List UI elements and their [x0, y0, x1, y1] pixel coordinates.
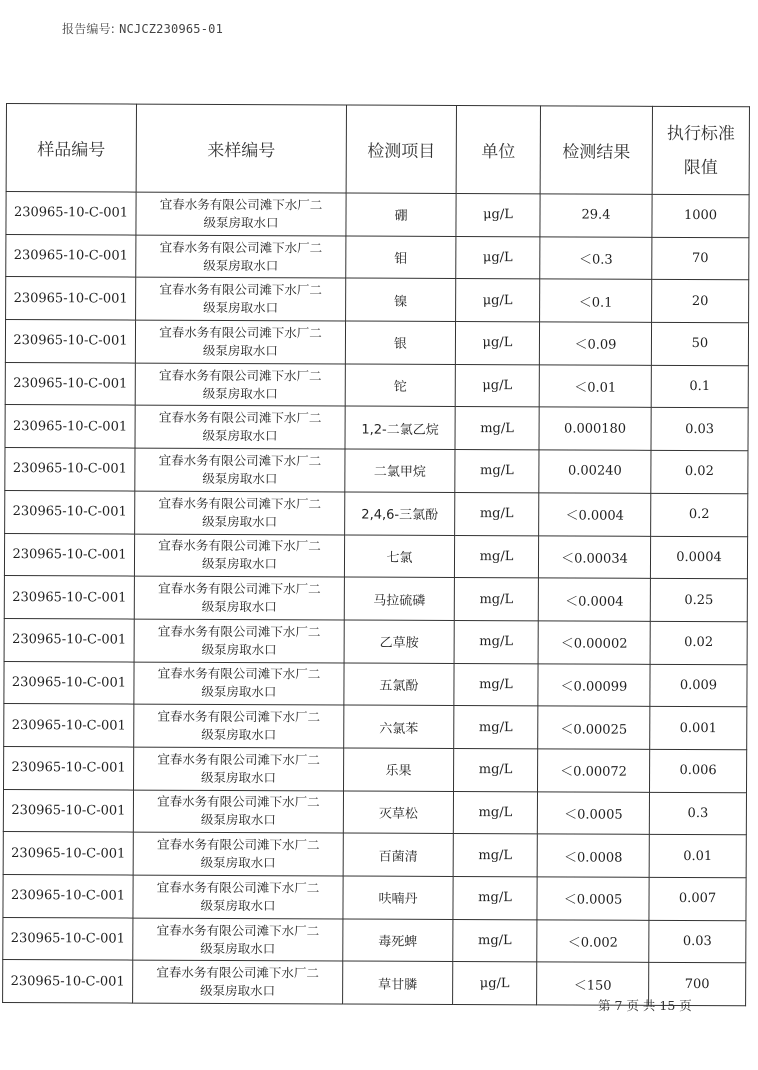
cell-result-result: ＜0.0004 — [565, 593, 624, 610]
cell-sample-id — [6, 277, 136, 320]
cell-unit-unit: mg/L — [479, 506, 514, 522]
cell-unit-unit: mg/L — [479, 591, 514, 607]
cell-limit-limit: 700 — [684, 976, 710, 992]
cell-result — [539, 493, 651, 536]
cell-source-id — [133, 790, 343, 834]
cell-result-result: ＜0.0004 — [565, 508, 624, 524]
cell-test-item-item: 银 — [393, 337, 407, 353]
cell-source-id-src2: 级泵房取水口 — [202, 342, 278, 359]
table-row — [3, 789, 746, 835]
cell-source-id — [135, 320, 345, 364]
cell-result-result: ＜0.1 — [578, 295, 613, 311]
cell-sample-id — [4, 704, 134, 747]
col-result: 检测结果 — [540, 106, 652, 194]
cell-test-item — [345, 321, 455, 364]
cell-unit — [456, 236, 540, 279]
cell-source-id — [133, 832, 343, 876]
cell-source-id-src2: 级泵房取水口 — [201, 598, 277, 615]
cell-result — [538, 749, 650, 792]
cell-unit — [456, 279, 540, 322]
cell-source-id-src1: 宜春水务有限公司滩下水厂二 — [157, 708, 321, 725]
cell-result-result: ＜0.00002 — [560, 636, 628, 652]
cell-sample-id-id: 230965-10-C-001 — [10, 888, 126, 904]
cell-test-item-item: 钼 — [394, 251, 408, 267]
cell-sample-id-id: 230965-10-C-001 — [13, 333, 128, 349]
cell-test-item-item: 2,4,6-三氯酚 — [361, 507, 439, 524]
cell-test-item — [346, 193, 456, 236]
cell-source-id — [134, 662, 344, 706]
cell-unit-unit: mg/L — [478, 847, 513, 863]
cell-test-item-item: 七氯 — [386, 550, 413, 566]
cell-unit — [453, 834, 537, 877]
cell-result-result: ＜0.002 — [567, 935, 618, 951]
footer-suffix: 页 — [679, 998, 692, 1013]
cell-limit-limit: 1000 — [683, 208, 718, 224]
cell-source-id-src2: 级泵房取水口 — [201, 641, 277, 657]
table-row — [4, 704, 747, 750]
cell-test-item — [343, 791, 453, 834]
cell-sample-id — [4, 576, 134, 619]
cell-test-item — [344, 705, 454, 748]
cell-source-id — [135, 363, 345, 407]
table-row — [4, 661, 747, 707]
cell-source-id-src1: 宜春水务有限公司滩下水厂二 — [159, 281, 322, 298]
cell-source-id-src1: 宜春水务有限公司滩下水厂二 — [158, 452, 322, 469]
cell-test-item-item: 铊 — [393, 379, 407, 395]
cell-unit-unit: μg/L — [482, 378, 513, 394]
cell-unit — [455, 364, 539, 407]
table-row — [6, 192, 749, 238]
cell-unit — [454, 578, 538, 621]
cell-limit — [650, 707, 747, 750]
cell-sample-id — [3, 917, 133, 960]
cell-result-result: ＜0.0005 — [564, 807, 623, 823]
cell-test-item-item: 二氯甲烷 — [373, 465, 426, 481]
cell-source-id — [136, 235, 346, 279]
cell-result-result: ＜0.00025 — [560, 722, 628, 738]
cell-limit — [651, 322, 748, 365]
cell-test-item-item: 灭草松 — [378, 806, 418, 822]
cell-result-result: 0.000180 — [564, 421, 627, 437]
cell-test-item — [344, 577, 454, 620]
cell-test-item — [346, 278, 456, 321]
cell-sample-id-id: 230965-10-C-001 — [11, 674, 127, 691]
cell-limit — [652, 194, 749, 237]
cell-result-result: ＜0.0005 — [563, 892, 623, 909]
table-row — [4, 618, 747, 664]
cell-limit-limit: 70 — [692, 251, 709, 267]
cell-source-id-src2: 级泵房取水口 — [203, 300, 279, 316]
cell-source-id-src2: 级泵房取水口 — [200, 983, 276, 999]
cell-source-id-src2: 级泵房取水口 — [201, 556, 278, 572]
cell-test-item-item: 呋喃丹 — [378, 891, 418, 908]
cell-result-result: ＜0.01 — [574, 380, 617, 396]
cell-limit-limit: 20 — [691, 293, 709, 309]
cell-limit-limit: 0.02 — [684, 635, 714, 651]
table-row — [4, 746, 747, 792]
footer-total-pages: 15 — [659, 998, 676, 1013]
cell-sample-id — [5, 405, 135, 448]
cell-source-id-src2: 级泵房取水口 — [202, 470, 278, 487]
cell-unit — [455, 322, 539, 365]
cell-source-id — [135, 491, 345, 535]
report-number — [62, 20, 223, 37]
cell-test-item-item: 乐果 — [385, 763, 412, 780]
cell-unit-unit: mg/L — [480, 463, 514, 479]
cell-result — [538, 535, 650, 578]
cell-test-item-item: 乙草胺 — [379, 635, 419, 652]
table-row — [6, 277, 749, 323]
cell-sample-id-id: 230965-10-C-001 — [12, 418, 128, 435]
cell-limit-limit: 0.007 — [678, 891, 717, 907]
cell-sample-id-id: 230965-10-C-001 — [12, 504, 127, 520]
results-table — [2, 103, 750, 1006]
cell-source-id — [133, 875, 343, 919]
cell-test-item-item: 五氯酚 — [379, 678, 419, 694]
cell-source-id-src2: 级泵房取水口 — [200, 940, 276, 956]
cell-result-result: ＜0.00099 — [560, 679, 628, 695]
cell-limit — [650, 749, 747, 792]
cell-source-id — [134, 747, 344, 791]
cell-unit — [454, 748, 538, 791]
cell-source-id-src1: 宜春水务有限公司滩下水厂二 — [156, 922, 320, 938]
cell-source-id-src2: 级泵房取水口 — [201, 726, 277, 743]
cell-unit-unit: mg/L — [477, 933, 512, 949]
cell-limit — [652, 280, 749, 323]
cell-sample-id-id: 230965-10-C-001 — [11, 845, 126, 862]
cell-source-id-src1: 宜春水务有限公司滩下水厂二 — [158, 580, 321, 597]
cell-source-id-src2: 级泵房取水口 — [200, 812, 276, 828]
cell-unit-unit: μg/L — [483, 207, 513, 223]
cell-source-id — [135, 448, 345, 492]
cell-sample-id — [3, 874, 133, 917]
cell-source-id — [135, 406, 345, 450]
cell-source-id-src2: 级泵房取水口 — [202, 513, 278, 529]
cell-limit-limit: 0.0004 — [676, 549, 722, 565]
cell-test-item — [343, 961, 453, 1004]
table-row — [5, 320, 748, 366]
footer-prefix: 第 — [598, 998, 611, 1013]
cell-sample-id — [5, 362, 135, 405]
cell-sample-id — [6, 234, 136, 277]
cell-unit-unit: mg/L — [478, 805, 513, 821]
cell-source-id — [134, 619, 344, 663]
cell-test-item-item: 1,2-二氯乙烷 — [361, 422, 439, 438]
cell-limit-limit: 0.02 — [684, 464, 714, 480]
cell-result-result: ＜0.0008 — [563, 850, 623, 866]
cell-result — [539, 450, 651, 493]
cell-result-result: 29.4 — [581, 207, 611, 223]
cell-source-id-src2: 级泵房取水口 — [202, 385, 278, 401]
cell-test-item-item: 镍 — [394, 294, 408, 310]
cell-unit — [454, 706, 538, 749]
cell-test-item — [345, 492, 455, 535]
cell-sample-id-id: 230965-10-C-001 — [10, 973, 125, 990]
cell-unit — [453, 962, 537, 1005]
col-source-id: 来样编号 — [136, 104, 346, 193]
cell-source-id-src1: 宜春水务有限公司滩下水厂二 — [159, 196, 323, 213]
cell-test-item — [344, 748, 454, 791]
cell-limit-limit: 0.006 — [679, 763, 717, 779]
cell-limit-limit: 0.03 — [685, 421, 715, 437]
table-row — [4, 533, 747, 579]
cell-test-item — [345, 406, 455, 449]
report-number-label: 报告编号: — [62, 22, 116, 36]
cell-limit-limit: 0.1 — [689, 379, 711, 395]
cell-sample-id — [3, 832, 133, 875]
cell-unit-unit: μg/L — [479, 975, 510, 991]
cell-limit-limit: 0.3 — [687, 805, 709, 822]
cell-sample-id-id: 230965-10-C-001 — [12, 632, 127, 648]
cell-unit-unit: mg/L — [478, 719, 513, 735]
cell-test-item — [344, 663, 454, 706]
table-row — [6, 234, 749, 280]
cell-unit-unit: μg/L — [482, 250, 513, 266]
cell-source-id-src1: 宜春水务有限公司滩下水厂二 — [159, 367, 322, 383]
cell-limit-limit: 0.25 — [684, 592, 714, 608]
cell-test-item — [344, 620, 454, 663]
cell-result — [537, 877, 649, 920]
cell-result — [539, 365, 651, 408]
cell-test-item-item: 草甘膦 — [378, 977, 418, 993]
cell-source-id-src1: 宜春水务有限公司滩下水厂二 — [157, 623, 321, 640]
cell-source-id-src1: 宜春水务有限公司滩下水厂二 — [159, 324, 322, 341]
cell-limit-limit: 0.009 — [679, 677, 718, 694]
table-row — [3, 874, 746, 920]
col-test-item: 检测项目 — [346, 105, 456, 193]
table-row — [3, 917, 746, 963]
cell-source-id-src1: 宜春水务有限公司滩下水厂二 — [158, 409, 322, 426]
cell-unit — [454, 663, 538, 706]
cell-result — [540, 194, 652, 237]
cell-test-item — [343, 919, 453, 962]
table-row — [3, 832, 746, 878]
cell-unit-unit: mg/L — [479, 548, 514, 565]
cell-limit — [650, 664, 747, 707]
col-sample-id: 样品编号 — [6, 104, 136, 193]
cell-test-item-item: 硼 — [394, 209, 408, 225]
cell-test-item-item: 六氯苯 — [379, 721, 419, 737]
cell-result — [537, 920, 649, 963]
table-row — [5, 490, 748, 536]
cell-limit — [650, 536, 747, 579]
cell-limit-limit: 0.2 — [688, 507, 710, 523]
cell-test-item — [343, 833, 453, 876]
col-limit-line2: 限值 — [683, 157, 718, 178]
cell-unit-unit: mg/L — [478, 762, 513, 778]
table-row — [5, 448, 748, 494]
cell-sample-id-id: 230965-10-C-001 — [12, 461, 127, 477]
cell-unit — [454, 620, 538, 663]
cell-sample-id — [4, 661, 134, 704]
col-unit: 单位 — [456, 105, 540, 193]
cell-source-id — [133, 918, 343, 962]
table-row — [5, 405, 748, 451]
cell-source-id — [134, 576, 344, 620]
cell-source-id-src1: 宜春水务有限公司滩下水厂二 — [157, 666, 321, 682]
cell-limit — [649, 835, 746, 878]
cell-source-id-src2: 级泵房取水口 — [202, 428, 278, 444]
cell-limit — [649, 877, 746, 920]
cell-limit — [652, 237, 749, 280]
cell-sample-id — [4, 746, 134, 789]
cell-sample-id — [6, 192, 136, 235]
cell-test-item — [343, 876, 453, 919]
cell-unit — [456, 193, 540, 236]
cell-limit-limit: 0.01 — [683, 848, 713, 864]
cell-result — [539, 322, 651, 365]
cell-source-id-src2: 级泵房取水口 — [203, 214, 279, 231]
cell-sample-id-id: 230965-10-C-001 — [11, 802, 126, 819]
cell-sample-id — [5, 448, 135, 491]
cell-source-id-src1: 宜春水务有限公司滩下水厂二 — [158, 495, 322, 512]
cell-result-result: ＜0.09 — [574, 337, 617, 354]
cell-limit — [651, 365, 748, 408]
cell-test-item — [344, 534, 454, 577]
cell-sample-id — [4, 618, 134, 661]
cell-sample-id-id: 230965-10-C-001 — [12, 546, 127, 563]
cell-result-result: ＜150 — [573, 978, 612, 994]
cell-source-id-src2: 级泵房取水口 — [203, 257, 279, 273]
cell-sample-id — [5, 320, 135, 363]
cell-source-id — [134, 704, 344, 748]
cell-source-id-src1: 宜春水务有限公司滩下水厂二 — [157, 794, 320, 810]
cell-sample-id-id: 230965-10-C-001 — [11, 760, 126, 776]
cell-unit — [453, 876, 537, 919]
cell-result — [540, 237, 652, 280]
cell-result-result: 0.00240 — [567, 463, 622, 480]
cell-limit — [649, 920, 746, 963]
cell-source-id-src2: 级泵房取水口 — [200, 855, 276, 871]
cell-sample-id-id: 230965-10-C-001 — [10, 931, 125, 947]
col-limit — [652, 106, 749, 194]
cell-test-item — [345, 449, 455, 492]
cell-source-id-src2: 级泵房取水口 — [201, 684, 277, 700]
footer-middle: 页 共 — [626, 998, 656, 1013]
cell-test-item — [346, 236, 456, 279]
cell-source-id — [136, 192, 346, 236]
cell-result — [538, 578, 650, 621]
cell-unit — [453, 919, 537, 962]
table-row — [4, 576, 747, 622]
table-header-row — [6, 104, 749, 195]
cell-source-id-src1: 宜春水务有限公司滩下水厂二 — [156, 836, 320, 853]
cell-source-id-src1: 宜春水务有限公司滩下水厂二 — [156, 964, 319, 981]
cell-unit-unit: mg/L — [479, 634, 514, 650]
cell-source-id — [136, 277, 346, 321]
cell-limit — [650, 579, 747, 622]
cell-source-id-src1: 宜春水务有限公司滩下水厂二 — [157, 751, 320, 768]
cell-result — [538, 663, 650, 706]
cell-source-id-src2: 级泵房取水口 — [200, 897, 276, 914]
cell-sample-id — [5, 490, 135, 533]
cell-limit — [651, 408, 748, 451]
page-footer — [598, 996, 692, 1014]
cell-unit-unit: mg/L — [478, 890, 512, 906]
cell-sample-id-id: 230965-10-C-001 — [13, 290, 128, 307]
cell-limit — [651, 493, 748, 536]
cell-sample-id-id: 230965-10-C-001 — [13, 376, 128, 392]
footer-page-number: 7 — [614, 998, 623, 1013]
cell-source-id — [134, 534, 344, 578]
cell-test-item-item: 百菌清 — [378, 849, 418, 865]
cell-result — [539, 407, 651, 450]
col-limit-line1: 执行标准 — [666, 123, 735, 144]
cell-result-result: ＜0.3 — [578, 252, 613, 268]
cell-limit — [649, 792, 746, 835]
cell-result — [540, 279, 652, 322]
cell-unit-unit: μg/L — [482, 292, 513, 308]
cell-sample-id-id: 230965-10-C-001 — [13, 248, 128, 264]
cell-result — [537, 834, 649, 877]
cell-unit-unit: μg/L — [482, 335, 513, 351]
cell-source-id — [133, 960, 343, 1004]
cell-unit — [455, 492, 539, 535]
cell-result — [538, 706, 650, 749]
cell-source-id-src1: 宜春水务有限公司滩下水厂二 — [159, 239, 323, 255]
cell-sample-id — [3, 789, 133, 832]
cell-sample-id-id: 230965-10-C-001 — [12, 589, 127, 606]
cell-unit-unit: mg/L — [480, 420, 514, 437]
report-number-code: NCJCZ230965-01 — [119, 22, 224, 36]
cell-sample-id-id: 230965-10-C-001 — [13, 205, 129, 221]
cell-test-item — [345, 364, 455, 407]
cell-limit — [651, 450, 748, 493]
cell-unit — [453, 791, 537, 834]
table-row — [5, 362, 748, 408]
cell-sample-id — [3, 960, 133, 1003]
cell-unit — [455, 450, 539, 493]
cell-limit — [650, 621, 747, 664]
cell-test-item-item: 马拉硫磷 — [373, 593, 426, 609]
cell-unit — [455, 407, 539, 450]
cell-source-id-src1: 宜春水务有限公司滩下水厂二 — [158, 538, 321, 554]
cell-result-result: ＜0.00034 — [561, 551, 628, 567]
cell-test-item-item: 毒死蜱 — [378, 934, 418, 950]
cell-limit-limit: 0.001 — [679, 720, 717, 736]
cell-unit — [454, 535, 538, 578]
cell-sample-id — [4, 533, 134, 576]
cell-result — [537, 791, 649, 834]
cell-result-result: ＜0.00072 — [560, 764, 627, 780]
cell-limit-limit: 0.03 — [682, 933, 712, 950]
cell-sample-id-id: 230965-10-C-001 — [11, 717, 126, 734]
cell-result — [538, 621, 650, 664]
cell-unit-unit: mg/L — [479, 676, 513, 693]
cell-source-id-src1: 宜春水务有限公司滩下水厂二 — [156, 879, 320, 896]
cell-source-id-src2: 级泵房取水口 — [201, 769, 277, 785]
cell-limit-limit: 50 — [691, 336, 709, 352]
